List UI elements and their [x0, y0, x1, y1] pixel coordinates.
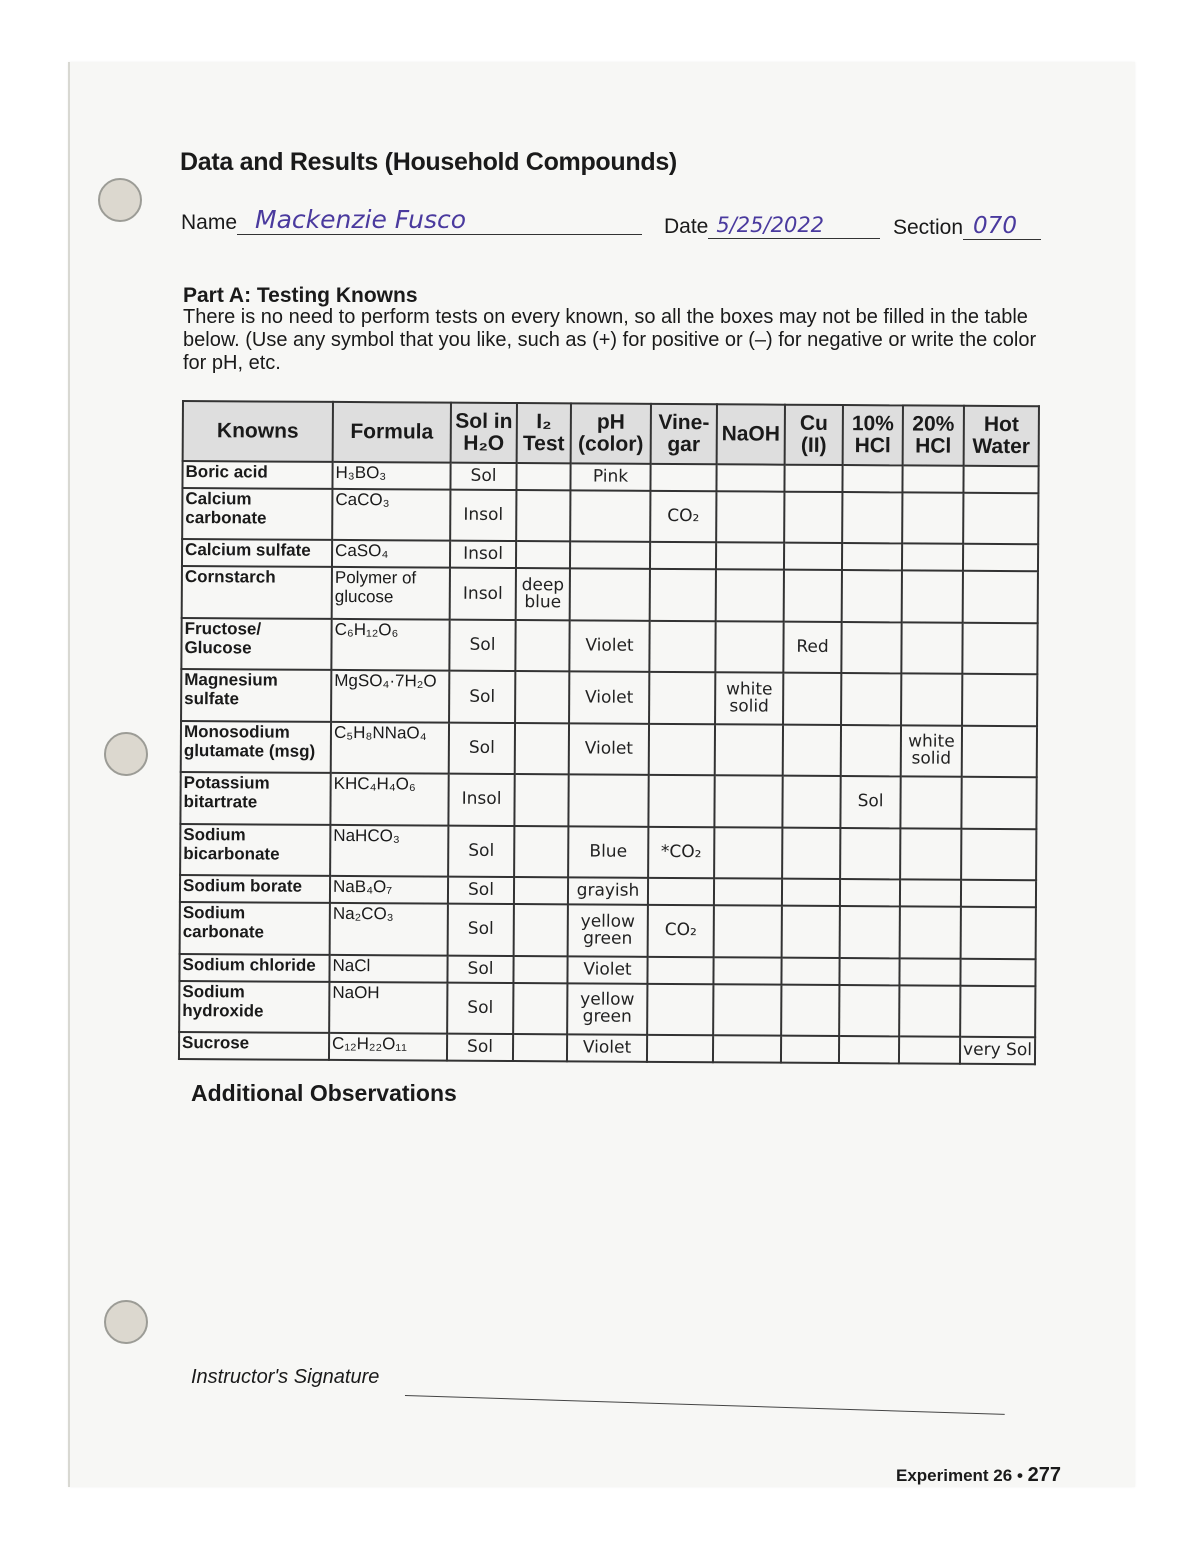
name-field[interactable] — [237, 205, 642, 235]
observation-cell[interactable] — [516, 463, 570, 490]
table-row — [182, 566, 1038, 623]
observation-cell[interactable]: yellow green — [567, 983, 647, 1035]
observation-cell[interactable] — [647, 1035, 713, 1062]
formula: NaHCO₃ — [330, 825, 448, 877]
known-name: Sodium carbonate — [180, 902, 330, 954]
observation-cell[interactable]: Sol — [448, 904, 514, 956]
observation-cell[interactable] — [961, 828, 1036, 880]
known-name: Sodium bicarbonate — [180, 824, 330, 876]
knowns-table — [178, 400, 1040, 1065]
observation-cell[interactable] — [900, 879, 961, 906]
observation-cell[interactable] — [716, 570, 784, 622]
observation-cell[interactable] — [784, 570, 842, 622]
column-header: Sol in H₂O — [451, 403, 517, 463]
observation-cell[interactable] — [963, 544, 1038, 571]
table-row — [180, 824, 1036, 881]
name-value: Mackenzie Fusco — [255, 205, 467, 234]
formula: MgSO₄·7H₂O — [331, 670, 449, 722]
observation-cell[interactable] — [840, 906, 900, 958]
table-row — [181, 721, 1037, 778]
observation-cell[interactable] — [961, 907, 1036, 959]
known-name: Cornstarch — [182, 566, 332, 618]
observation-cell[interactable] — [515, 671, 569, 723]
formula: C₁₂H₂₂O₁₁ — [329, 1033, 447, 1061]
observation-cell[interactable] — [842, 570, 902, 622]
known-name: Boric acid — [182, 461, 332, 489]
observation-cell[interactable] — [899, 958, 960, 985]
observation-cell[interactable] — [783, 724, 841, 776]
column-header: 20% HCl — [903, 405, 964, 465]
observation-cell[interactable] — [649, 672, 715, 724]
formula: NaCl — [329, 954, 447, 982]
observation-cell[interactable] — [841, 622, 901, 674]
observation-cell[interactable]: Sol — [450, 463, 516, 490]
observation-cell[interactable] — [647, 956, 713, 983]
table-row — [181, 669, 1037, 726]
observation-cell[interactable]: Sol — [449, 671, 515, 723]
observation-cell[interactable] — [899, 1036, 960, 1063]
observation-cell[interactable]: Pink — [570, 463, 650, 490]
observation-cell[interactable] — [842, 492, 902, 544]
observation-cell[interactable]: Sol — [449, 722, 515, 774]
formula: CaSO₄ — [332, 540, 450, 568]
formula: Polymer of glucose — [332, 567, 450, 619]
observation-cell[interactable] — [781, 1036, 839, 1063]
formula: C₆H₁₂O₆ — [331, 619, 449, 671]
table-header-row — [183, 401, 1039, 466]
observation-cell[interactable]: Sol — [447, 982, 513, 1034]
observation-cell[interactable] — [841, 673, 901, 725]
formula: NaOH — [329, 981, 447, 1033]
observation-cell[interactable] — [962, 674, 1037, 726]
column-header: Hot Water — [964, 406, 1039, 466]
observation-cell[interactable] — [714, 878, 782, 905]
table-row — [179, 980, 1035, 1037]
observation-cell[interactable] — [784, 543, 842, 570]
observation-cell[interactable] — [902, 465, 963, 492]
observation-cell[interactable] — [781, 984, 839, 1036]
observation-cell[interactable] — [714, 905, 782, 957]
observation-cell[interactable]: Sol — [447, 955, 513, 982]
observation-cell[interactable] — [516, 541, 570, 568]
known-name: Monosodium glutamate (msg) — [181, 721, 331, 773]
observation-cell[interactable] — [568, 775, 648, 827]
instructor-signature-label: Instructor's Signature — [191, 1366, 380, 1388]
column-header: I₂ Test — [517, 403, 571, 463]
observation-cell[interactable] — [650, 569, 716, 621]
section-value: 070 — [973, 213, 1017, 239]
date-value: 5/25/2022 — [716, 213, 825, 237]
observation-cell[interactable]: deep blue — [516, 568, 570, 620]
observation-cell[interactable] — [963, 466, 1038, 493]
observation-cell[interactable] — [714, 827, 782, 879]
date-field[interactable] — [708, 213, 880, 239]
observation-cell[interactable] — [963, 493, 1038, 545]
observation-cell[interactable] — [900, 828, 961, 880]
observation-cell[interactable]: CO₂ — [650, 491, 716, 543]
observation-cell[interactable] — [513, 1034, 567, 1061]
observation-cell[interactable] — [716, 491, 784, 543]
known-name: Sucrose — [179, 1032, 329, 1060]
observation-cell[interactable]: Insol — [448, 774, 514, 826]
observation-cell[interactable] — [515, 723, 569, 775]
observation-cell[interactable] — [840, 879, 900, 906]
observation-cell[interactable] — [715, 621, 783, 673]
observation-cell[interactable] — [570, 542, 650, 569]
section-label: Section — [893, 216, 964, 239]
formula: C₅H₈NNaO₄ — [331, 722, 449, 774]
observation-cell[interactable] — [514, 826, 568, 878]
observation-cell[interactable] — [901, 674, 962, 726]
observation-cell[interactable] — [570, 569, 650, 621]
observation-cell[interactable] — [782, 776, 840, 828]
observation-cell[interactable] — [716, 464, 784, 491]
observation-cell[interactable]: yellow green — [568, 904, 648, 956]
observation-cell[interactable] — [840, 828, 900, 880]
observation-cell[interactable]: Sol — [840, 776, 900, 828]
observation-cell[interactable] — [650, 464, 716, 491]
binder-hole-middle — [104, 732, 148, 776]
observation-cell[interactable] — [781, 957, 839, 984]
observation-cell[interactable] — [960, 985, 1035, 1037]
known-name: Calcium sulfate — [182, 539, 332, 567]
name-label: Name — [181, 211, 238, 234]
observation-cell[interactable] — [783, 673, 841, 725]
experiment-label: Experiment 26 — [896, 1466, 1013, 1485]
observation-cell[interactable]: white solid — [901, 725, 962, 777]
observation-cell[interactable]: Insol — [450, 541, 516, 568]
observation-cell[interactable]: Red — [783, 622, 841, 674]
binder-hole-bottom — [104, 1300, 148, 1344]
observation-cell[interactable] — [782, 879, 840, 906]
observation-cell[interactable] — [784, 465, 842, 492]
formula: NaB₄O₇ — [330, 876, 448, 904]
observation-cell[interactable] — [839, 958, 899, 985]
table-row — [180, 772, 1036, 829]
observation-cell[interactable] — [713, 984, 781, 1036]
observation-cell[interactable] — [841, 725, 901, 777]
column-header: NaOH — [717, 404, 785, 464]
column-header: pH (color) — [571, 403, 651, 463]
observation-cell[interactable] — [902, 571, 963, 623]
known-name: Potassium bitartrate — [180, 772, 330, 824]
table-row — [179, 1032, 1035, 1064]
observation-cell[interactable] — [961, 880, 1036, 907]
observation-cell[interactable] — [514, 774, 568, 826]
observation-cell[interactable] — [900, 906, 961, 958]
column-header: Cu (II) — [785, 405, 843, 465]
column-header: Knowns — [183, 401, 333, 462]
observation-cell[interactable] — [713, 957, 781, 984]
known-name: Sodium chloride — [179, 953, 329, 981]
observation-cell[interactable] — [648, 878, 714, 905]
observation-cell[interactable] — [962, 726, 1037, 778]
binder-hole-top — [98, 178, 142, 222]
observation-cell[interactable]: white solid — [715, 673, 783, 725]
observation-cell[interactable]: Blue — [568, 826, 648, 878]
observation-cell[interactable] — [961, 777, 1036, 829]
observation-cell[interactable]: very Sol — [960, 1037, 1035, 1065]
known-name: Magnesium sulfate — [181, 669, 331, 721]
observation-cell[interactable]: grayish — [568, 877, 648, 904]
observation-cell[interactable] — [902, 492, 963, 544]
observation-cell[interactable] — [648, 775, 714, 827]
observation-cell[interactable] — [513, 983, 567, 1035]
observation-cell[interactable]: Insol — [450, 490, 516, 542]
column-header: Vine-gar — [651, 404, 717, 464]
column-header: Formula — [333, 402, 451, 463]
part-a-title: Part A: Testing Knowns — [183, 284, 418, 307]
observation-cell[interactable]: Violet — [569, 620, 649, 672]
observation-cell[interactable] — [900, 777, 961, 829]
date-row — [664, 213, 880, 239]
formula: H₃BO₃ — [332, 462, 450, 490]
table-row — [181, 618, 1037, 675]
name-row — [181, 205, 642, 235]
observation-cell[interactable] — [713, 1035, 781, 1062]
observation-cell[interactable] — [715, 724, 783, 776]
observation-cell[interactable] — [570, 490, 650, 542]
known-name: Sodium borate — [180, 875, 330, 903]
observation-cell[interactable] — [650, 542, 716, 569]
observation-cell[interactable] — [714, 775, 782, 827]
observation-cell[interactable]: Sol — [449, 620, 515, 672]
observation-cell[interactable]: Violet — [569, 672, 649, 724]
observation-cell[interactable]: Sol — [448, 825, 514, 877]
formula: KHC₄H₄O₆ — [330, 773, 448, 825]
section-row — [893, 213, 1041, 240]
observation-cell[interactable] — [962, 623, 1037, 675]
table-row — [182, 488, 1038, 545]
date-label: Date — [664, 215, 709, 238]
observation-cell[interactable] — [782, 906, 840, 958]
observation-cell[interactable] — [649, 724, 715, 776]
observation-cell[interactable] — [782, 827, 840, 879]
observation-cell[interactable] — [842, 543, 902, 570]
observation-cell[interactable] — [902, 544, 963, 571]
page-heading: Data and Results (Household Compounds) — [180, 148, 677, 176]
column-header: 10% HCl — [843, 405, 903, 465]
part-a-instructions: There is no need to perform tests on every known, so all the boxes may not be filled in the table below. (Use any symbol that you like, such as (+) for positive or (–) for negative or write the color for pH, etc. — [183, 306, 1037, 374]
known-name: Fructose/ Glucose — [181, 618, 331, 670]
observation-cell[interactable] — [513, 956, 567, 983]
observation-cell[interactable] — [963, 571, 1038, 623]
observation-cell[interactable] — [901, 622, 962, 674]
observation-cell[interactable]: Insol — [450, 568, 516, 620]
observation-cell[interactable] — [784, 492, 842, 544]
observation-cell[interactable] — [839, 1036, 899, 1063]
section-field[interactable] — [963, 213, 1041, 240]
observation-cell[interactable] — [516, 490, 570, 542]
observation-cell[interactable]: Sol — [448, 877, 514, 904]
formula: CaCO₃ — [332, 489, 450, 541]
observation-cell[interactable] — [515, 620, 569, 672]
observation-cell[interactable]: Violet — [567, 1034, 647, 1062]
observation-cell[interactable] — [514, 877, 568, 904]
additional-observations-heading: Additional Observations — [191, 1080, 457, 1106]
observation-cell[interactable] — [842, 465, 902, 492]
formula: Na₂CO₃ — [330, 903, 448, 955]
known-name: Calcium carbonate — [182, 488, 332, 540]
observation-cell[interactable]: Violet — [567, 956, 647, 983]
observation-cell[interactable]: Sol — [447, 1034, 513, 1061]
observation-cell[interactable] — [514, 904, 568, 956]
observation-cell[interactable]: CO₂ — [648, 905, 714, 957]
observation-cell[interactable] — [839, 985, 899, 1037]
page-number: 277 — [1027, 1464, 1062, 1486]
footer-bullet: • — [1016, 1466, 1023, 1485]
observation-cell[interactable] — [647, 983, 713, 1035]
table-row — [180, 902, 1036, 959]
observation-cell[interactable] — [649, 621, 715, 673]
known-name: Sodium hydroxide — [179, 980, 329, 1032]
observation-cell[interactable]: Violet — [569, 723, 649, 775]
observation-cell[interactable]: *CO₂ — [648, 826, 714, 878]
observation-cell[interactable] — [960, 958, 1035, 985]
observation-cell[interactable] — [716, 543, 784, 570]
observation-cell[interactable] — [899, 985, 960, 1037]
page-footer — [896, 1464, 1061, 1487]
